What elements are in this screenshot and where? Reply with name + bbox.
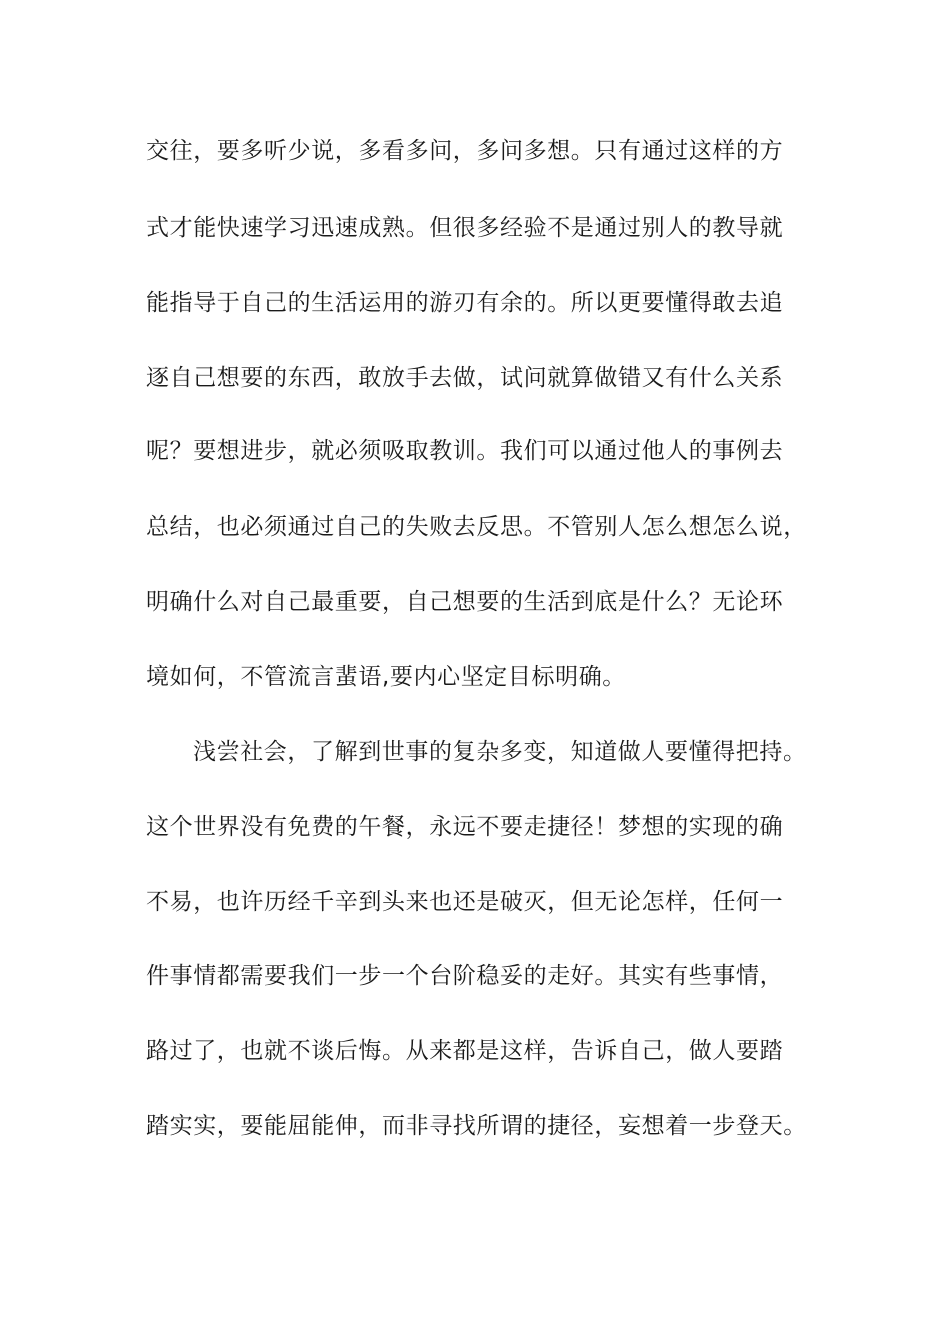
- paragraph-line: 件事情都需要我们一步一个台阶稳妥的走好。其实有些事情，: [146, 963, 784, 989]
- paragraph-line: 逐自己想要的东西，敢放手去做，试问就算做错又有什么关系: [146, 365, 784, 391]
- paragraph-line: 不易，也许历经千辛到头来也还是破灭，但无论怎样，任何一: [146, 889, 784, 915]
- paragraph-line: 交往，要多听少说，多看多问，多问多想。只有通过这样的方: [146, 138, 784, 164]
- paragraph-line: 踏实实，要能屈能伸，而非寻找所谓的捷径，妄想着一步登天。: [146, 1113, 807, 1139]
- paragraph-line: 境如何，不管流言蜚语,要内心坚定目标明确。: [146, 664, 626, 690]
- paragraph-line: 式才能快速学习迅速成熟。但很多经验不是通过别人的教导就: [146, 215, 784, 241]
- paragraph-line: 呢？要想进步，就必须吸取教训。我们可以通过他人的事例去: [146, 438, 784, 464]
- paragraph-line: 总结，也必须通过自己的失败去反思。不管别人怎么想怎么说，: [146, 514, 807, 540]
- paragraph-line: 路过了，也就不谈后悔。从来都是这样，告诉自己，做人要踏: [146, 1038, 784, 1064]
- paragraph-line: 这个世界没有免费的午餐，永远不要走捷径！梦想的实现的确: [146, 814, 784, 840]
- paragraph-line: 明确什么对自己最重要，自己想要的生活到底是什么？无论环: [146, 589, 784, 615]
- paragraph-line: 浅尝社会，了解到世事的复杂多变，知道做人要懂得把持。: [193, 739, 807, 765]
- paragraph-line: 能指导于自己的生活运用的游刃有余的。所以更要懂得敢去追: [146, 290, 784, 316]
